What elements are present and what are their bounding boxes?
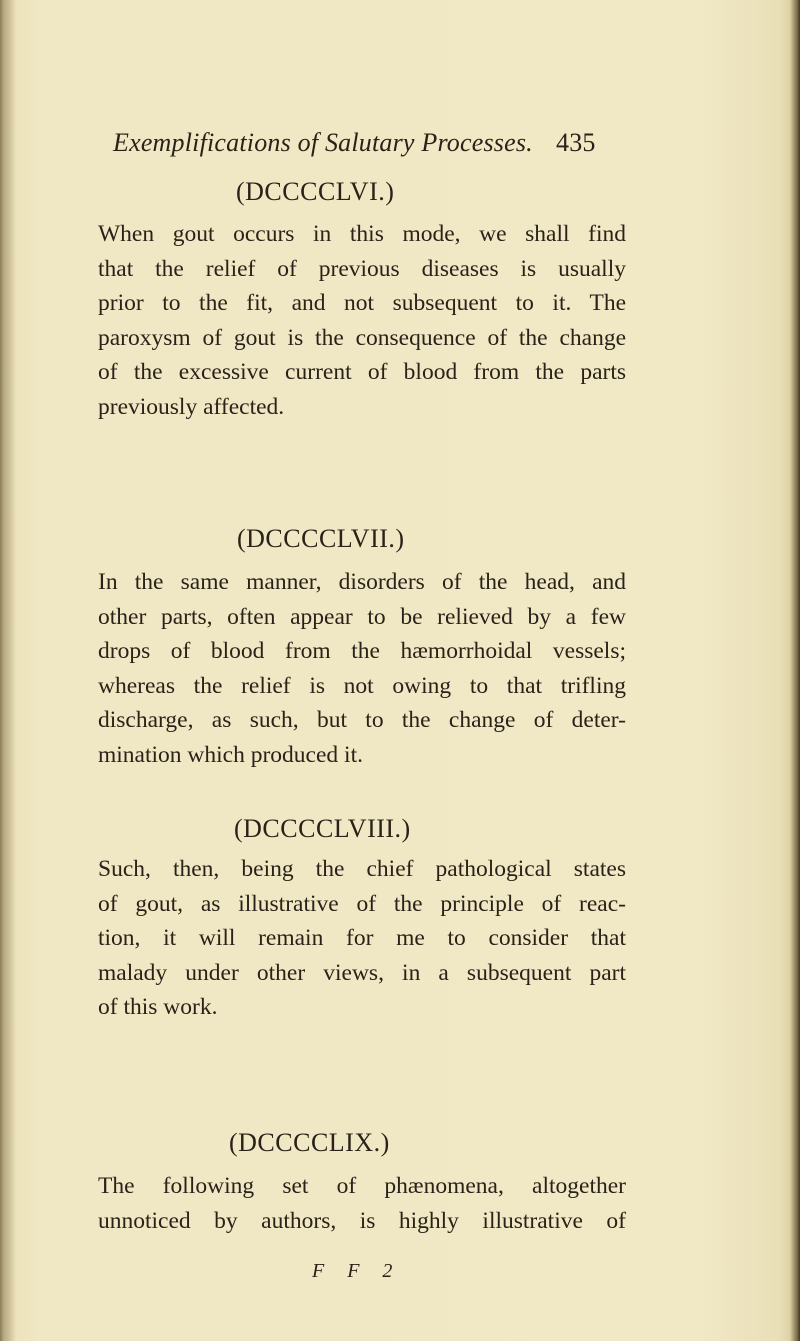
text-line: of the excessive current of blood from the parts	[98, 359, 626, 385]
text-line: paroxysm of gout is the consequence of the change	[98, 324, 626, 351]
section-paragraph-dcccclix	[98, 1169, 626, 1238]
section-heading-dcccclvi: (DCCCCLVI.)	[236, 177, 395, 206]
text-line: malady under other views, in a subsequent part	[98, 959, 626, 986]
running-header	[113, 128, 633, 158]
text-line: of this work.	[98, 994, 218, 1020]
section-paragraph-dcccclvi	[98, 217, 626, 424]
section-heading-dcccclviii: (DCCCCLVIII.)	[234, 814, 411, 843]
text-line: that the relief of previous diseases is usually	[98, 255, 626, 282]
text-line: whereas the relief is not owing to that trifling	[98, 672, 626, 699]
text-line: prior to the fit, and not subsequent to it. The	[98, 290, 626, 316]
text-line: discharge, as such, but to the change of deter-	[98, 707, 626, 733]
text-line: drops of blood from the hæmorrhoidal vessels;	[98, 638, 626, 664]
text-line: In the same manner, disorders of the head, and	[98, 569, 626, 595]
text-line: unnoticed by authors, is highly illustrative of	[98, 1207, 626, 1234]
text-line: previously affected.	[98, 393, 285, 420]
section-heading-dcccclvii: (DCCCCLVII.)	[237, 524, 405, 553]
section-heading-dcccclix: (DCCCCLIX.)	[229, 1128, 390, 1157]
running-title: Exemplifications of Salutary Processes.	[113, 128, 533, 157]
section-paragraph-dcccclvii	[98, 565, 626, 772]
page-edge	[790, 0, 800, 1341]
text-line: The following set of phænomena, altogether	[98, 1173, 626, 1199]
text-line: tion, it will remain for me to consider that	[98, 925, 626, 951]
text-line: of gout, as illustrative of the principle of reac-	[98, 890, 626, 917]
text-line: mination which produced it.	[98, 741, 363, 768]
binding-shadow	[0, 0, 16, 1341]
text-line: Such, then, being the chief pathological states	[98, 856, 626, 882]
text-line: When gout occurs in this mode, we shall find	[98, 221, 626, 247]
page-number: 435	[556, 128, 596, 157]
section-paragraph-dcccclviii	[98, 852, 626, 1025]
signature-mark: F F 2	[312, 1260, 402, 1282]
text-line: other parts, often appear to be relieved by a few	[98, 603, 626, 630]
